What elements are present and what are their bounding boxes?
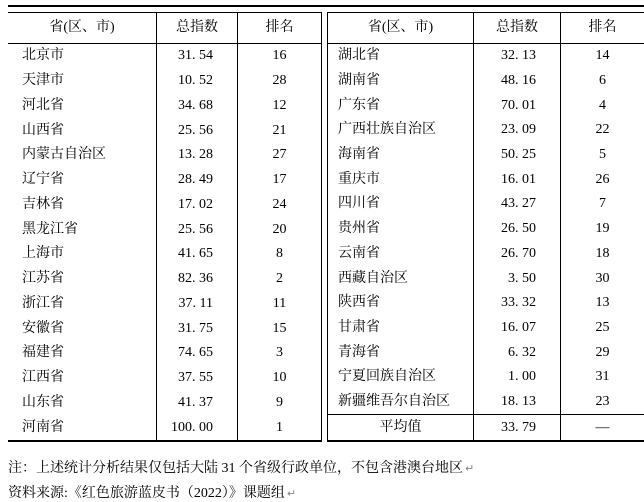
rank-value: 1 (237, 415, 321, 440)
rank-value: 27 (237, 143, 321, 168)
header-total-index: 总指数 (156, 13, 237, 43)
rank-value: 28 (237, 69, 321, 94)
total-index-value: 1. 00 (473, 365, 560, 390)
header-rank: 排名 (237, 13, 321, 43)
rank-value: 29 (560, 340, 644, 365)
table-body-left (8, 44, 321, 440)
rank-value: 15 (237, 316, 321, 341)
province-name: 湖南省 (338, 73, 380, 89)
table-row (8, 242, 321, 267)
rank-value: 7 (560, 192, 644, 217)
table-row (328, 340, 644, 365)
header-province: 省(区、市) (367, 20, 434, 35)
table-row (8, 415, 321, 440)
table-row (328, 266, 644, 291)
province-name: 浙江省 (22, 295, 64, 311)
province-name: 陕西省 (338, 295, 380, 311)
province-name: 重庆市 (338, 171, 380, 187)
total-index-value: 33. 32 (473, 291, 560, 316)
table-row (8, 69, 321, 94)
total-index-value: 41. 37 (156, 391, 237, 416)
table-row (8, 94, 321, 119)
province-name: 海南省 (338, 147, 380, 163)
province-name: 吉林省 (22, 196, 64, 212)
table-row (328, 217, 644, 242)
table-row (8, 118, 321, 143)
rank-value: 23 (560, 390, 644, 415)
table-row (8, 316, 321, 341)
province-name: 天津市 (22, 73, 64, 89)
total-index-value: 74. 65 (156, 341, 237, 366)
total-index-value: 43. 27 (473, 192, 560, 217)
province-name: 山西省 (22, 122, 64, 138)
table-row (328, 143, 644, 168)
average-label: 平均值 (379, 419, 422, 435)
table-row (8, 168, 321, 193)
province-name: 西藏自治区 (338, 270, 408, 286)
total-index-value: 50. 25 (473, 143, 560, 168)
total-index-value: 82. 36 (156, 267, 237, 292)
total-index-value: 25. 56 (156, 118, 237, 143)
province-name: 青海省 (338, 344, 380, 360)
table-row (328, 44, 644, 69)
total-index-value: 31. 75 (156, 316, 237, 341)
table-row (328, 167, 644, 192)
total-index-value: 16. 01 (473, 167, 560, 192)
rank-value: 22 (560, 118, 644, 143)
total-index-value: 17. 02 (156, 193, 237, 218)
total-index-value: 10. 52 (156, 69, 237, 94)
total-index-value: 37. 55 (156, 366, 237, 391)
header-total-index: 总指数 (473, 13, 560, 43)
total-index-value: 6. 32 (473, 340, 560, 365)
source-text: 资料来源:《红色旅游蓝皮书（2022）》课题组 (8, 486, 285, 501)
rank-value: 18 (560, 242, 644, 267)
table-row (8, 143, 321, 168)
province-name: 贵州省 (338, 221, 380, 237)
province-name: 上海市 (22, 246, 64, 262)
rank-value: 30 (560, 266, 644, 291)
province-name: 辽宁省 (22, 172, 64, 188)
total-index-value: 25. 56 (156, 217, 237, 242)
table-row (8, 366, 321, 391)
rank-value: 3 (237, 341, 321, 366)
header-rank: 排名 (560, 13, 644, 43)
table-note (8, 457, 474, 477)
total-index-value: 18. 13 (473, 390, 560, 415)
province-name: 内蒙古自治区 (22, 147, 106, 163)
rank-value: 21 (237, 118, 321, 143)
table-row (8, 267, 321, 292)
rank-value: 25 (560, 316, 644, 341)
rank-value: 24 (237, 193, 321, 218)
province-name: 新疆维吾尔自治区 (338, 393, 450, 409)
rank-value: 26 (560, 167, 644, 192)
table-source (8, 482, 296, 502)
table-header-row (8, 13, 321, 44)
rank-value: 2 (237, 267, 321, 292)
rank-value: 31 (560, 365, 644, 390)
rank-value: 17 (237, 168, 321, 193)
rank-value: 10 (237, 366, 321, 391)
paragraph-return-icon: ↵ (286, 487, 297, 500)
province-name: 湖北省 (338, 48, 380, 64)
province-name: 广东省 (338, 97, 380, 113)
total-index-value: 41. 65 (156, 242, 237, 267)
province-index-table-right (327, 12, 644, 442)
table-row (328, 390, 644, 415)
total-index-value: 37. 11 (156, 292, 237, 317)
rank-value: 6 (560, 69, 644, 94)
note-text: 注：上述统计分析结果仅包括大陆 31 个省级行政单位，不包含港澳台地区 (8, 461, 463, 476)
province-name: 宁夏回族自治区 (338, 369, 436, 385)
province-name: 四川省 (338, 196, 380, 212)
province-name: 安徽省 (22, 320, 64, 336)
table-row (328, 192, 644, 217)
rank-value: 4 (560, 93, 644, 118)
province-name: 云南省 (338, 245, 380, 261)
header-province: 省(区、市) (49, 20, 115, 35)
table-row (328, 242, 644, 267)
province-name: 河北省 (22, 97, 64, 113)
total-index-value: 31. 54 (156, 44, 237, 69)
province-name: 江苏省 (22, 271, 64, 287)
rank-value: 13 (560, 291, 644, 316)
table-top-rule (8, 5, 644, 7)
table-row (8, 44, 321, 69)
table-row (328, 291, 644, 316)
province-name: 江西省 (22, 370, 64, 386)
province-name: 黑龙江省 (22, 221, 78, 237)
total-index-value: 26. 50 (473, 217, 560, 242)
province-name: 北京市 (22, 48, 64, 64)
table-row (8, 217, 321, 242)
rank-value: 5 (560, 143, 644, 168)
total-index-value: 23. 09 (473, 118, 560, 143)
total-index-value: 3. 50 (473, 266, 560, 291)
rank-value: 14 (560, 44, 644, 69)
average-rank-value: — (560, 415, 644, 440)
table-body-right (328, 44, 644, 440)
province-name: 甘肃省 (338, 319, 380, 335)
province-name: 河南省 (22, 419, 64, 435)
paragraph-return-icon: ↵ (465, 462, 475, 475)
total-index-value: 32. 13 (473, 44, 560, 69)
province-index-table-left (8, 12, 322, 442)
rank-value: 12 (237, 94, 321, 119)
table-row (8, 193, 321, 218)
province-name: 山东省 (22, 394, 64, 410)
total-index-value: 28. 49 (156, 168, 237, 193)
average-row (328, 414, 644, 440)
total-index-value: 34. 68 (156, 94, 237, 119)
table-row (328, 93, 644, 118)
table-row (8, 341, 321, 366)
total-index-value: 70. 01 (473, 93, 560, 118)
table-row (328, 69, 644, 94)
rank-value: 16 (237, 44, 321, 69)
total-index-value: 100. 00 (156, 415, 237, 440)
table-row (328, 118, 644, 143)
total-index-value: 16. 07 (473, 316, 560, 341)
table-row (328, 316, 644, 341)
rank-value: 8 (237, 242, 321, 267)
total-index-value: 26. 70 (473, 242, 560, 267)
average-index-value: 33. 79 (473, 415, 560, 440)
province-name: 福建省 (22, 345, 64, 361)
table-header-row (328, 13, 644, 44)
rank-value: 9 (237, 391, 321, 416)
table-row (8, 391, 321, 416)
table-row (328, 365, 644, 390)
rank-value: 20 (237, 217, 321, 242)
rank-value: 11 (237, 292, 321, 317)
total-index-value: 48. 16 (473, 69, 560, 94)
province-name: 广西壮族自治区 (338, 122, 436, 138)
table-row (8, 292, 321, 317)
table-rows-right (328, 44, 644, 414)
rank-value: 19 (560, 217, 644, 242)
total-index-value: 13. 28 (156, 143, 237, 168)
